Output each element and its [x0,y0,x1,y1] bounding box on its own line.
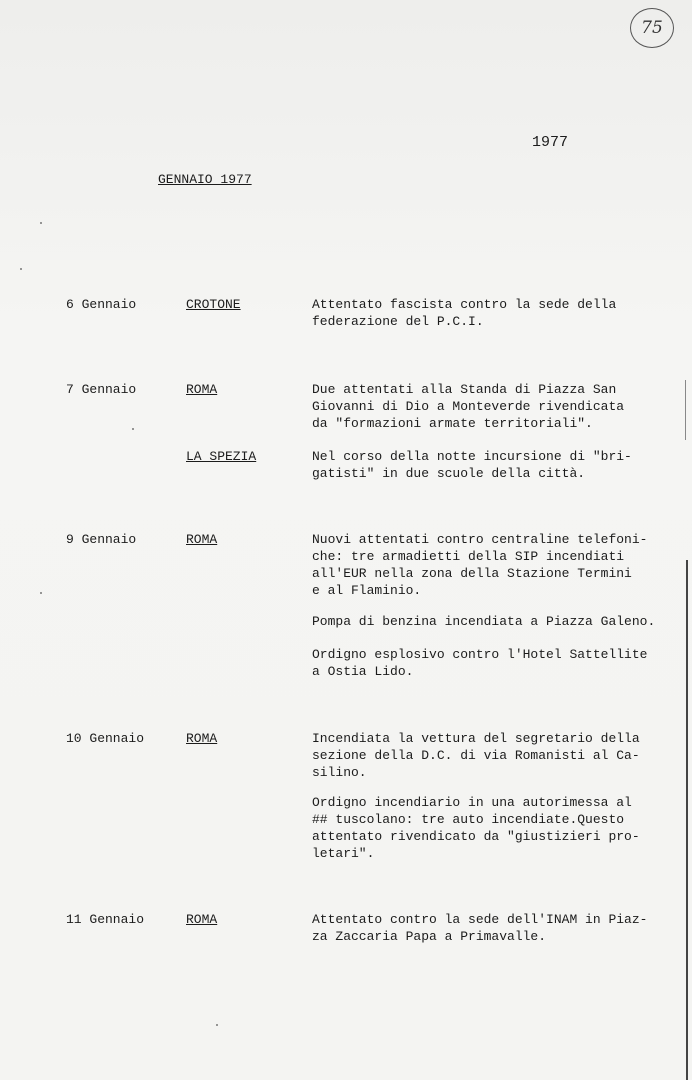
entry-description [312,381,684,432]
paper-speck [132,428,134,430]
entry-place: ROMA [186,382,218,397]
entry-description [312,296,684,330]
entry-description [312,448,684,482]
entry-description [312,730,684,781]
entry-date: 11 Gennaio [66,912,145,927]
description-line: silino. [312,765,367,780]
entry-description [312,531,684,599]
description-line: za Zaccaria Papa a Primavalle. [312,929,547,944]
paper-speck [20,268,22,270]
description-line: gatisti" in due scuole della città. [312,466,586,481]
entry-place: CROTONE [186,297,241,312]
description-line: letari". [312,846,375,861]
entry-description [312,646,684,680]
page-edge-mark [686,560,688,1080]
document-year: 1977 [532,134,569,151]
entry-description [312,911,684,945]
description-line: Giovanni di Dio a Monteverde rivendicata [312,399,625,414]
entry-place: ROMA [186,731,218,746]
description-line: Attentato fascista contro la sede della [312,297,617,312]
page-edge-mark [685,380,686,440]
paper-speck [216,1024,218,1026]
month-heading: GENNAIO 1977 [158,172,252,187]
description-line: Ordigno incendiario in una autorimessa al [312,795,632,810]
description-line: da "formazioni armate territoriali". [312,416,593,431]
entry-place: ROMA [186,912,218,927]
entry-date: 10 Gennaio [66,731,145,746]
entry-date: 7 Gennaio [66,382,137,397]
paper-speck [40,592,42,594]
description-line: all'EUR nella zona della Stazione Termini [312,566,632,581]
paper-speck [40,222,42,224]
description-line: Pompa di benzina incendiata a Piazza Galeno. [312,614,656,629]
description-line: a Ostia Lido. [312,664,414,679]
entry-date: 9 Gennaio [66,532,137,547]
folio-number: 75 [630,8,674,48]
description-line: che: tre armadietti della SIP incendiati [312,549,625,564]
entry-place: LA SPEZIA [186,449,257,464]
description-line: Nuovi attentati contro centraline telefoni- [312,532,648,547]
description-line: Nel corso della notte incursione di "bri- [312,449,632,464]
entry-place: ROMA [186,532,218,547]
description-line: attentato rivendicato da "giustizieri pro- [312,829,640,844]
description-line: federazione del P.C.I. [312,314,484,329]
description-line: ## tuscolano: tre auto incendiate.Questo [312,812,625,827]
entry-date: 6 Gennaio [66,297,137,312]
description-line: sezione della D.C. di via Romanisti al Ca- [312,748,640,763]
description-line: Incendiata la vettura del segretario della [312,731,640,746]
description-line: Attentato contro la sede dell'INAM in Piaz- [312,912,648,927]
description-line: e al Flaminio. [312,583,422,598]
entry-description [312,613,684,630]
entry-description [312,794,684,862]
description-line: Due attentati alla Standa di Piazza San [312,382,617,397]
description-line: Ordigno esplosivo contro l'Hotel Sattellite [312,647,648,662]
